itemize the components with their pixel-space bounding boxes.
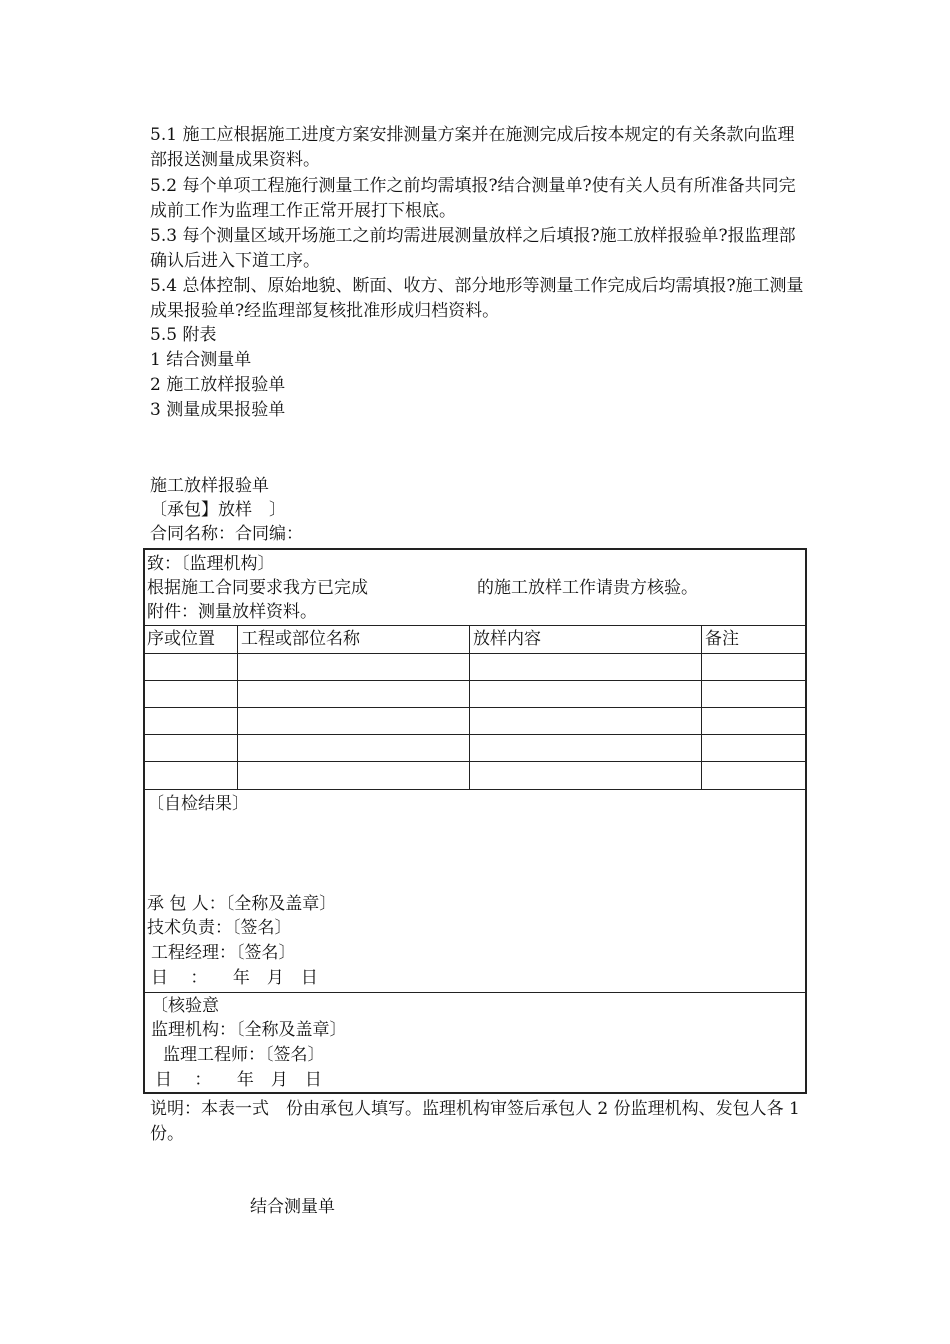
table-rule <box>145 992 805 993</box>
request-text-b: 的施工放样工作请贵方核验。 <box>477 578 698 598</box>
project-manager-signature: 工程经理：〔签名〕 <box>151 943 296 963</box>
tech-lead-signature: 技术负责：〔签名〕 <box>147 918 292 938</box>
table-column-rule <box>237 625 238 789</box>
stakeout-form-table <box>143 548 807 1094</box>
supervisor-signature: 监理机构：〔全称及盖章〕 <box>151 1020 347 1040</box>
contractor-date: 日 ： 年 月 日 <box>151 968 318 988</box>
self-check-result: 〔自检结果〕 <box>147 794 249 814</box>
contract-info: 合同名称：合同编： <box>150 524 303 544</box>
clause-5-3: 5.3 每个测量区域开场施工之前均需进展测量放样之后填报?施工放样报验单?报监理部确认后进入下道工序。 <box>150 226 796 271</box>
table-column-rule <box>469 625 470 789</box>
clause-5-1: 5.1 施工应根据施工进度方案安排测量方案并在施测完成后按本规定的有关条款向监理部报送测量成果资料。 <box>150 125 795 170</box>
attachment-3: 3 测量成果报验单 <box>150 400 286 420</box>
header-position: 序或位置 <box>147 629 215 649</box>
header-remarks: 备注 <box>705 629 739 649</box>
table-rule <box>145 789 805 790</box>
attachment-note: 附件：测量放样资料。 <box>147 602 317 622</box>
engineer-signature: 监理工程师：〔签名〕 <box>163 1045 325 1065</box>
table-rule <box>145 761 805 762</box>
form-title: 施工放样报验单 <box>150 476 269 496</box>
clause-5-2: 5.2 每个单项工程施行测量工作之前均需填报?结合测量单?使有关人员有所准备共同完成前工作为监理工作正常开展打下根底。 <box>150 176 796 221</box>
verification-opinion: 〔核验意 <box>151 996 219 1016</box>
form-code: 〔承包】放样 〕 <box>150 500 286 520</box>
header-stakeout-content: 放样内容 <box>473 629 541 649</box>
contractor-signature: 承 包 人：〔全称及盖章〕 <box>147 894 337 914</box>
clause-5-4: 5.4 总体控制、原始地貌、断面、收方、部分地形等测量工作完成后均需填报?施工测量成果报验单?经监理部复核批准形成归档资料。 <box>150 276 804 321</box>
attachment-2: 2 施工放样报验单 <box>150 375 286 395</box>
request-text-a: 根据施工合同要求我方已完成 <box>147 578 368 598</box>
supervisor-date: 日 ： 年 月 日 <box>155 1070 322 1090</box>
table-rule <box>145 653 805 654</box>
table-rule <box>145 680 805 681</box>
table-rule <box>145 625 805 626</box>
attachment-1: 1 结合测量单 <box>150 350 252 370</box>
clause-5-5: 5.5 附表 <box>150 325 217 345</box>
addressee: 致：〔监理机构〕 <box>147 554 275 574</box>
table-rule <box>145 707 805 708</box>
table-rule <box>145 734 805 735</box>
table-column-rule <box>701 625 702 789</box>
form-note: 说明：本表一式 份由承包人填写。监理机构审签后承包人 2 份监理机构、发包人各 1 份。 <box>150 1099 800 1144</box>
next-form-title: 结合测量单 <box>250 1197 335 1217</box>
header-project-part: 工程或部位名称 <box>241 629 360 649</box>
